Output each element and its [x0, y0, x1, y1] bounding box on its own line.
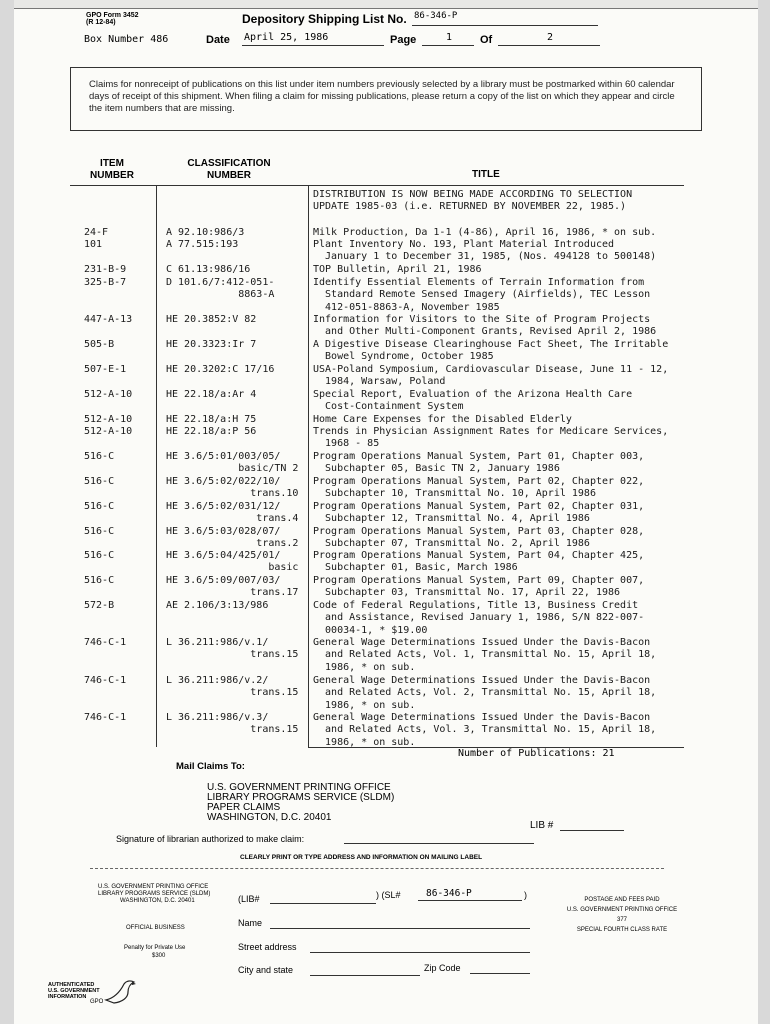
title-text: Program Operations Manual System, Part 03, Chapter 028,: [313, 526, 645, 537]
item-number: 325-B-7: [84, 277, 127, 288]
signature-label: Signature of librarian authorized to make claim:: [116, 834, 305, 844]
label-street: Street address: [238, 942, 297, 952]
print-clearly-instruction: CLEARLY PRINT OR TYPE ADDRESS AND INFORMATION ON MAILING LABEL: [240, 854, 483, 861]
title-text: 00034-1, * $19.00: [313, 624, 428, 636]
classification-number: HE 3.6/5:03/028/07/: [166, 526, 281, 537]
sender-address: [98, 884, 210, 905]
label-lib-field: (LIB#: [238, 894, 260, 904]
title-text: and Related Acts, Vol. 3, Transmittal No. 15, April 18,: [313, 724, 657, 736]
classification-number: trans.15: [166, 724, 299, 736]
title-text: General Wage Determinations Issued Under the Davis-Bacon: [313, 712, 651, 723]
form-title: Depository Shipping List No.: [242, 12, 407, 26]
title-text: Cost-Containment System: [313, 401, 464, 413]
address-line: LIBRARY PROGRAMS SERVICE (SLDM): [207, 792, 395, 803]
form-id-line2: (R 12-84): [86, 19, 116, 26]
title-text: Subchapter 07, Transmittal No. 2, April 1986: [313, 538, 590, 550]
authenticated-mark: [48, 982, 100, 1000]
title-text: Plant Inventory No. 193, Plant Material Introduced: [313, 239, 615, 250]
intro-line: DISTRIBUTION IS NOW BEING MADE ACCORDING TO SELECTION: [313, 189, 633, 200]
title-text: 1986, * on sub.: [313, 699, 416, 711]
title-text: January 1 to December 31, 1985, (Nos. 494128 to 500148): [313, 251, 657, 263]
title-text: Standard Remote Sensed Imagery (Airfields), TEC Lesson: [313, 289, 651, 301]
classification-number: L 36.211:986/v.3/: [166, 712, 269, 723]
authenticated-line: U.S. GOVERNMENT: [48, 988, 100, 994]
title-text: Program Operations Manual System, Part 02, Chapter 031,: [313, 501, 645, 512]
date-value: April 25, 1986: [244, 32, 329, 43]
sender-line: LIBRARY PROGRAMS SERVICE (SLDM): [98, 891, 211, 897]
title-text: Milk Production, Da 1-1 (4-86), April 16, 1986, * on sub.: [313, 227, 657, 238]
classification-number: C 61.13:986/16: [166, 264, 251, 275]
title-text: Subchapter 05, Basic TN 2, January 1986: [313, 463, 560, 475]
title-text: Subchapter 12, Transmittal No. 4, April 1986: [313, 513, 590, 525]
title-text: Subchapter 03, Transmittal No. 17, April 22, 1986: [313, 587, 621, 599]
penalty-amount: $300: [152, 953, 166, 959]
item-number: 505-B: [84, 339, 115, 350]
penalty-notice: Penalty for Private Use: [124, 945, 186, 951]
label-sl-value: 86-346-P: [426, 888, 472, 899]
item-header-line2: NUMBER: [90, 170, 134, 181]
item-number: 746-C-1: [84, 675, 127, 686]
title-text: Program Operations Manual System, Part 01, Chapter 003,: [313, 451, 645, 462]
title-text: Program Operations Manual System, Part 02, Chapter 022,: [313, 476, 645, 487]
postage-line: SPECIAL FOURTH CLASS RATE: [576, 927, 668, 933]
classification-number: AE 2.106/3:13/986: [166, 600, 269, 611]
mail-claims-label: Mail Claims To:: [176, 761, 245, 772]
date-label: Date: [206, 34, 230, 46]
title-text: and Related Acts, Vol. 1, Transmittal No. 15, April 18,: [313, 649, 657, 661]
title-text: TOP Bulletin, April 21, 1986: [313, 264, 482, 275]
gpo-mark: GPO: [90, 999, 104, 1005]
label-name: Name: [238, 918, 263, 928]
title-text: Identify Essential Elements of Terrain Information from: [313, 277, 645, 288]
official-business: OFFICIAL BUSINESS: [126, 925, 185, 931]
title-text: Bowel Syndrome, October 1985: [313, 351, 494, 363]
classification-number: 8863-A: [166, 289, 275, 301]
item-number: 507-E-1: [84, 364, 127, 375]
classification-number: HE 22.18/a:H 75: [166, 414, 257, 425]
classification-number: HE 20.3852:V 82: [166, 314, 257, 325]
address-line: U.S. GOVERNMENT PRINTING OFFICE: [207, 782, 391, 793]
item-number: 512-A-10: [84, 426, 133, 437]
top-strip: [14, 0, 758, 9]
classification-number: HE 20.3323:Ir 7: [166, 339, 257, 350]
of-label: Of: [480, 34, 493, 46]
postage-paid-block: [562, 895, 682, 935]
title-header: TITLE: [472, 169, 500, 180]
claims-notice-box: [70, 67, 702, 131]
address-line: PAPER CLAIMS: [207, 802, 281, 813]
title-text: USA-Poland Symposium, Cardiovascular Disease, June 11 - 12,: [313, 364, 669, 375]
title-text: 1968 - 85: [313, 438, 380, 450]
classification-number: HE 3.6/5:01/003/05/: [166, 451, 281, 462]
label-lib-input[interactable]: [270, 903, 376, 904]
title-text: and Other Multi-Component Grants, Revised April 2, 1986: [313, 326, 657, 338]
gpo-eagle-icon: [104, 978, 138, 1006]
street-field[interactable]: [310, 952, 530, 953]
classification-number: HE 3.6/5:04/425/01/: [166, 550, 281, 561]
classification-number: trans.17: [166, 587, 299, 599]
item-number: 231-B-9: [84, 264, 127, 275]
title-text: 1986, * on sub.: [313, 661, 416, 673]
of-value: 2: [547, 32, 554, 43]
title-text: Program Operations Manual System, Part 09, Chapter 007,: [313, 575, 645, 586]
address-line: WASHINGTON, D.C. 20401: [207, 812, 332, 823]
title-text: Information for Visitors to the Site of Program Projects: [313, 314, 651, 325]
classification-number: HE 3.6/5:09/007/03/: [166, 575, 281, 586]
shipping-list-number: 86-346-P: [414, 11, 458, 21]
page-label: Page: [390, 34, 417, 46]
item-number-header: [76, 158, 148, 182]
title-text: Trends in Physician Assignment Rates for Medicare Services,: [313, 426, 669, 437]
title-text: Home Care Expenses for the Disabled Elderly: [313, 414, 572, 425]
title-text: Program Operations Manual System, Part 04, Chapter 425,: [313, 550, 645, 561]
form-id-line1: GPO Form 3452: [86, 12, 139, 19]
postage-line: POSTAGE AND FEES PAID: [584, 897, 660, 903]
item-number: 447-A-13: [84, 314, 133, 325]
classification-number: trans.10: [166, 488, 299, 500]
item-number: 516-C: [84, 575, 115, 586]
box-number: Box Number 486: [84, 34, 169, 45]
authenticated-line: INFORMATION: [48, 994, 87, 1000]
classification-number-header: [174, 158, 284, 182]
classification-number: HE 3.6/5:02/031/12/: [166, 501, 281, 512]
lib-number-label: LIB #: [530, 820, 554, 831]
classification-number: trans.15: [166, 687, 299, 699]
classification-number: A 77.515:193: [166, 239, 239, 250]
intro-line: UPDATE 1985-03 (i.e. RETURNED BY NOVEMBER 22, 1985.): [313, 201, 627, 213]
classification-number: trans.4: [166, 513, 299, 525]
item-number: 512-A-10: [84, 389, 133, 400]
item-number: 746-C-1: [84, 637, 127, 648]
title-text: General Wage Determinations Issued Under the Davis-Bacon: [313, 675, 651, 686]
item-number: 24-F: [84, 227, 109, 238]
item-number: 516-C: [84, 476, 115, 487]
name-field[interactable]: [270, 928, 530, 929]
item-number: 516-C: [84, 451, 115, 462]
zip-field[interactable]: [470, 973, 530, 974]
classification-number: basic/TN 2: [166, 463, 299, 475]
title-text: and Related Acts, Vol. 2, Transmittal No. 15, April 18,: [313, 687, 657, 699]
classification-number: HE 20.3202:C 17/16: [166, 364, 275, 375]
sender-line: U.S. GOVERNMENT PRINTING OFFICE: [98, 884, 209, 890]
postage-line: U.S. GOVERNMENT PRINTING OFFICE: [566, 907, 678, 913]
signature-field[interactable]: [344, 843, 534, 844]
claims-notice-text: Claims for nonreceipt of publications on this list under item numbers previously selected by a library must be postmarked within 60 calendar days of receipt of this shipment. When filing a claim for missing publications, please return a copy of the list on which they appear and circle the item numbers that are missing.: [89, 79, 675, 114]
sender-line: WASHINGTON, D.C. 20401: [120, 898, 195, 904]
column-divider-2: [308, 185, 309, 747]
classification-number: L 36.211:986/v.1/: [166, 637, 269, 648]
classification-number: L 36.211:986/v.2/: [166, 675, 269, 686]
title-text: and Assistance, Revised January 1, 1986, S/N 822-007-: [313, 612, 645, 624]
classification-number: D 101.6/7:412-051-: [166, 277, 275, 288]
title-text: 412-051-8863-A, November 1985: [313, 301, 500, 313]
label-city: City and state: [238, 965, 294, 975]
class-header-line2: NUMBER: [207, 170, 251, 181]
postage-line: 377: [616, 917, 627, 923]
item-number: 512-A-10: [84, 414, 133, 425]
item-number: 516-C: [84, 550, 115, 561]
classification-number: trans.2: [166, 538, 299, 550]
title-text: Code of Federal Regulations, Title 13, Business Credit: [313, 600, 639, 611]
authenticated-line: AUTHENTICATED: [48, 982, 95, 988]
lib-number-field[interactable]: [560, 830, 624, 831]
title-text: A Digestive Disease Clearinghouse Fact Sheet, The Irritable: [313, 339, 669, 350]
label-zip: Zip Code: [424, 963, 461, 973]
title-text: General Wage Determinations Issued Under the Davis-Bacon: [313, 637, 651, 648]
item-number: 572-B: [84, 600, 115, 611]
item-number: 516-C: [84, 526, 115, 537]
item-header-line1: ITEM: [100, 158, 124, 169]
label-sl-field: ) (SL#: [376, 890, 401, 900]
title-text: 1986, * on sub.: [313, 736, 416, 748]
class-header-line1: CLASSIFICATION: [187, 158, 271, 169]
classification-number: A 92.10:986/3: [166, 227, 245, 238]
item-number: 516-C: [84, 501, 115, 512]
label-sl-close: ): [524, 890, 527, 900]
classification-number: HE 22.18/a:Ar 4: [166, 389, 257, 400]
item-number: 746-C-1: [84, 712, 127, 723]
item-number: 101: [84, 239, 103, 250]
classification-number: basic: [166, 562, 299, 574]
city-field[interactable]: [310, 975, 420, 976]
classification-number: HE 22.18/a:P 56: [166, 426, 257, 437]
classification-number: HE 3.6/5:02/022/10/: [166, 476, 281, 487]
claims-address: [207, 783, 394, 823]
title-text: Subchapter 01, Basic, March 1986: [313, 562, 518, 574]
shipping-list-page: [14, 0, 758, 1024]
title-text: 1984, Warsaw, Poland: [313, 376, 446, 388]
page-value: 1: [446, 32, 453, 43]
classification-number: trans.15: [166, 649, 299, 661]
publication-count: Number of Publications: 21: [458, 748, 615, 759]
title-text: Subchapter 10, Transmittal No. 10, April 1986: [313, 488, 596, 500]
title-text: Special Report, Evaluation of the Arizona Health Care: [313, 389, 633, 400]
